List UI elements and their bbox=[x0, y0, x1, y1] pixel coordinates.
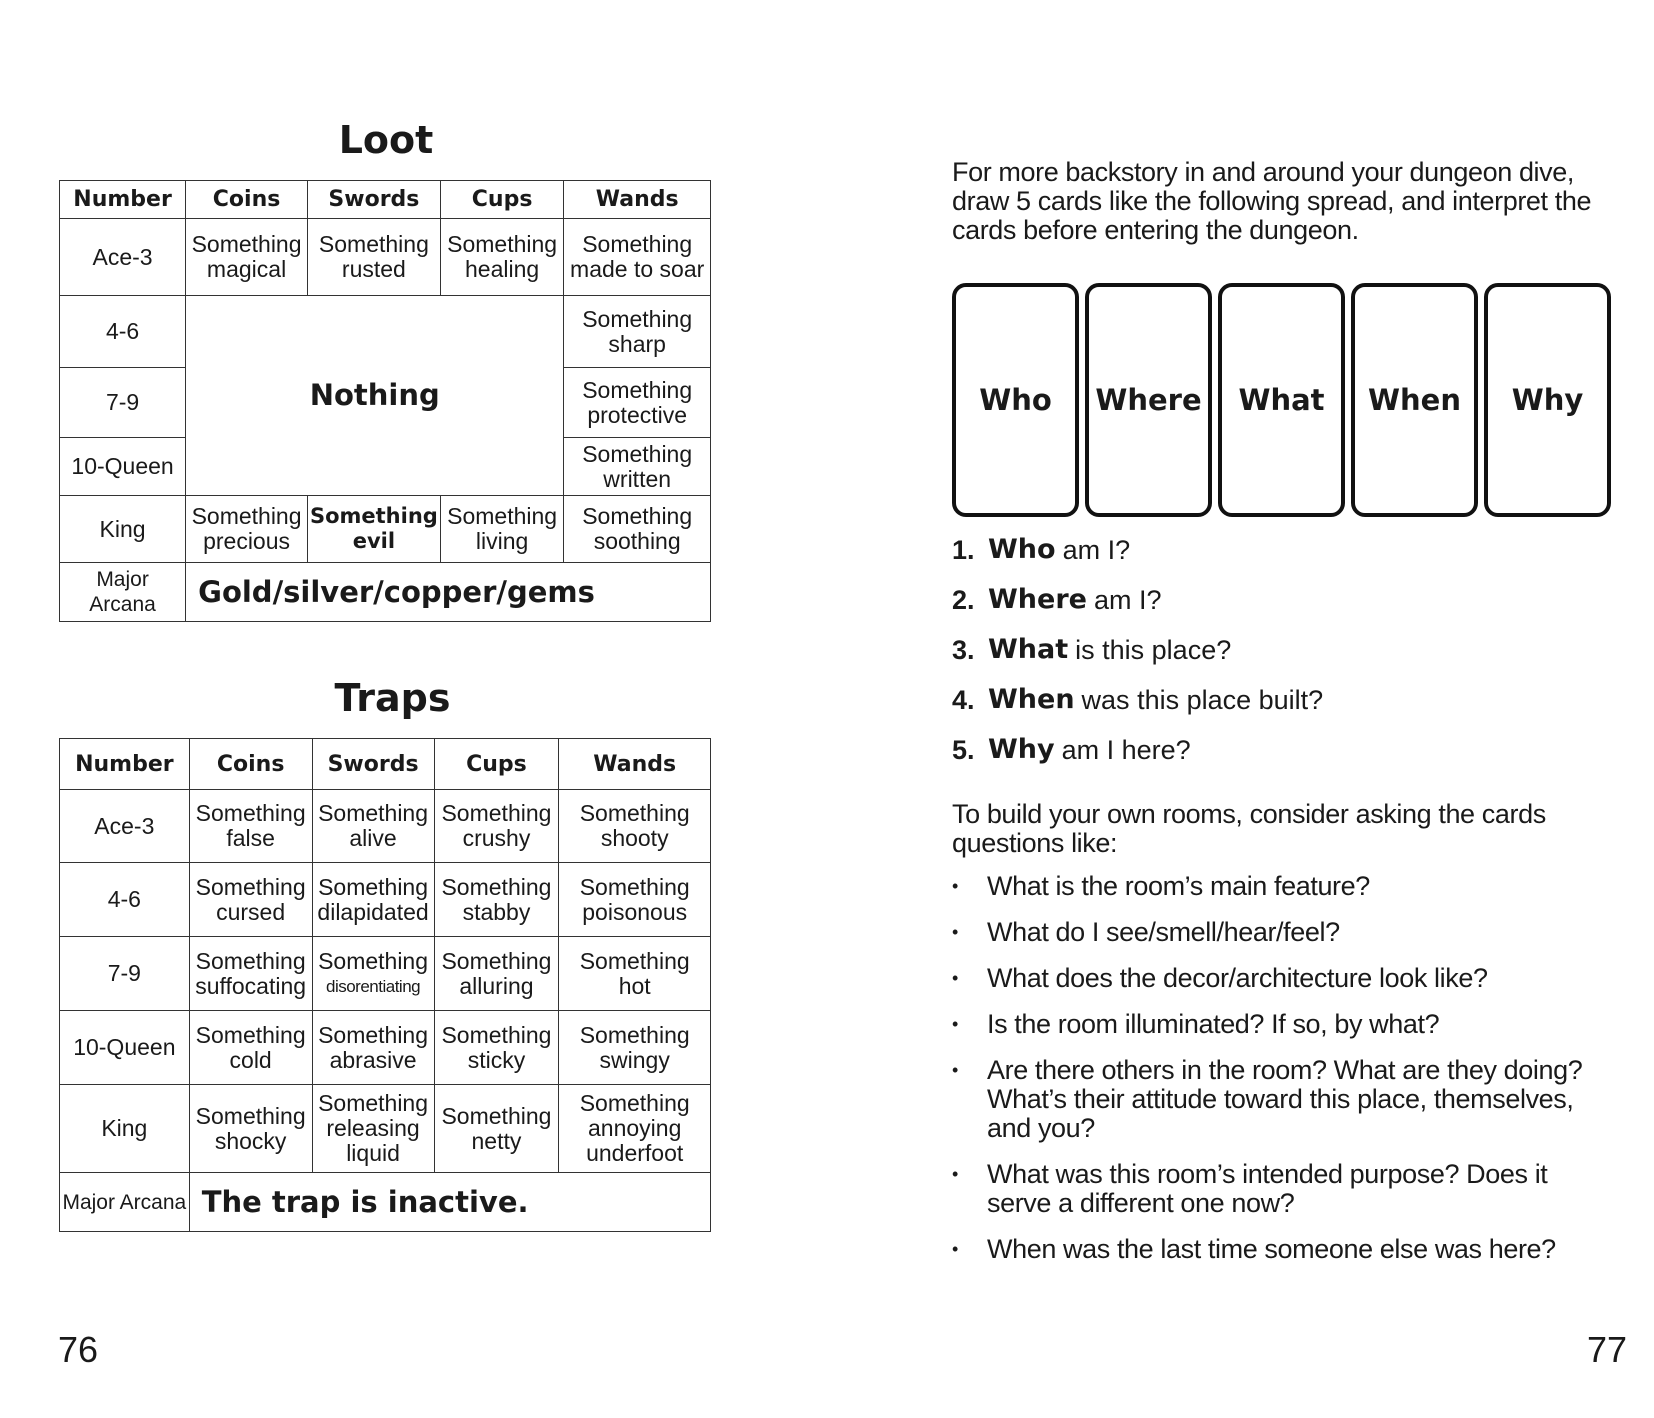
list-number: 4. bbox=[952, 685, 975, 715]
column-header: Cups bbox=[440, 181, 564, 219]
question-keyword: Who bbox=[988, 534, 1056, 565]
table-cell: Something soothing bbox=[564, 496, 711, 563]
table-cell: Something precious bbox=[186, 496, 308, 563]
table-cell: Something healing bbox=[440, 219, 564, 296]
bullet-icon: • bbox=[952, 1239, 958, 1259]
row-label: Ace-3 bbox=[60, 219, 186, 296]
table-row bbox=[60, 1173, 711, 1232]
column-header: Number bbox=[60, 181, 186, 219]
bullet-text: Are there others in the room? What are they doing? What’s their attitude toward this place, themselves, and you? bbox=[987, 1055, 1583, 1143]
list-number: 3. bbox=[952, 635, 975, 665]
bullet-icon: • bbox=[952, 1060, 958, 1080]
table-cell: Something written bbox=[564, 438, 711, 496]
list-item bbox=[952, 733, 1592, 783]
question-text: am I here? bbox=[1061, 735, 1191, 765]
bullet-icon: • bbox=[952, 1014, 958, 1034]
table-row bbox=[60, 937, 711, 1011]
table-cell: Something living bbox=[440, 496, 564, 563]
question-keyword: Why bbox=[988, 734, 1055, 765]
list-item bbox=[952, 1160, 1612, 1218]
column-header: Cups bbox=[434, 739, 559, 790]
card-why: Why bbox=[1484, 283, 1611, 517]
bullet-icon: • bbox=[952, 968, 958, 988]
table-cell: Something hot bbox=[559, 937, 711, 1011]
card-when: When bbox=[1351, 283, 1478, 517]
list-item bbox=[952, 1010, 1612, 1039]
bullet-text: What was this room’s intended purpose? Does it serve a different one now? bbox=[987, 1159, 1548, 1218]
row-label: 7-9 bbox=[60, 368, 186, 438]
list-item bbox=[952, 964, 1612, 993]
column-header: Coins bbox=[189, 739, 312, 790]
question-keyword: When bbox=[988, 684, 1075, 715]
list-item bbox=[952, 633, 1592, 683]
bullet-text: When was the last time someone else was here? bbox=[987, 1234, 1556, 1264]
table-cell: Something alluring bbox=[434, 937, 559, 1011]
bullet-text: What do I see/smell/hear/feel? bbox=[987, 917, 1340, 947]
card-what: What bbox=[1218, 283, 1345, 517]
row-label: 10-Queen bbox=[60, 438, 186, 496]
table-cell: Something alive bbox=[312, 790, 434, 863]
table-cell: Something cold bbox=[189, 1011, 312, 1085]
row-label: Major Arcana bbox=[60, 563, 186, 622]
row-label: King bbox=[60, 496, 186, 563]
nothing-cell: Nothing bbox=[186, 296, 564, 496]
table-cell: Something cursed bbox=[189, 863, 312, 937]
column-header: Coins bbox=[186, 181, 308, 219]
column-header: Wands bbox=[559, 739, 711, 790]
column-header: Swords bbox=[312, 739, 434, 790]
table-cell: Something poisonous bbox=[559, 863, 711, 937]
loot-title: Loot bbox=[338, 118, 434, 162]
column-header: Number bbox=[60, 739, 190, 790]
bullet-text: What is the room’s main feature? bbox=[987, 871, 1370, 901]
row-label: 4-6 bbox=[60, 863, 190, 937]
page-number: 76 bbox=[58, 1329, 99, 1370]
column-header: Wands bbox=[564, 181, 711, 219]
table-row bbox=[60, 219, 711, 296]
card-where: Where bbox=[1085, 283, 1212, 517]
row-label: 10-Queen bbox=[60, 1011, 190, 1085]
row-label: Major Arcana bbox=[60, 1173, 190, 1232]
table-row bbox=[60, 1011, 711, 1085]
list-item bbox=[952, 1056, 1612, 1143]
question-keyword: What bbox=[988, 634, 1069, 665]
table-cell: Something annoying underfoot bbox=[559, 1085, 711, 1173]
table-cell: Something evil bbox=[307, 496, 440, 563]
major-arcana-cell: Gold/silver/copper/gems bbox=[186, 563, 711, 622]
table-row bbox=[60, 496, 711, 563]
table-cell: Something made to soar bbox=[564, 219, 711, 296]
intro-paragraph: For more backstory in and around your dungeon dive, draw 5 cards like the following spread, and interpret the cards before entering the dungeon. bbox=[952, 157, 1592, 245]
question-text: is this place? bbox=[1075, 635, 1232, 665]
bullet-icon: • bbox=[952, 922, 958, 942]
list-item bbox=[952, 683, 1592, 733]
rooms-intro-paragraph: To build your own rooms, consider asking the cards questions like: bbox=[952, 799, 1546, 858]
major-arcana-cell: The trap is inactive. bbox=[189, 1173, 710, 1232]
table-cell: Something magical bbox=[186, 219, 308, 296]
list-item bbox=[952, 872, 1612, 901]
traps-title: Traps bbox=[334, 676, 451, 720]
table-cell: Something rusted bbox=[307, 219, 440, 296]
card-spread bbox=[952, 283, 1604, 513]
table-cell: Something stabby bbox=[434, 863, 559, 937]
table-row bbox=[60, 863, 711, 937]
table-cell: Something disorentiating bbox=[312, 937, 434, 1011]
right-page bbox=[827, 0, 1654, 1418]
table-cell: Something releasing liquid bbox=[312, 1085, 434, 1173]
question-text: am I? bbox=[1062, 535, 1131, 565]
row-label: 7-9 bbox=[60, 937, 190, 1011]
table-cell: Something suffocating bbox=[189, 937, 312, 1011]
table-cell: Something dilapidated bbox=[312, 863, 434, 937]
question-text: was this place built? bbox=[1081, 685, 1324, 715]
table-cell: Something swingy bbox=[559, 1011, 711, 1085]
table-cell: Something crushy bbox=[434, 790, 559, 863]
bullet-text: What does the decor/architecture look like? bbox=[987, 963, 1488, 993]
question-text: am I? bbox=[1093, 585, 1162, 615]
loot-table bbox=[59, 180, 711, 622]
bullet-list bbox=[952, 872, 1612, 1281]
table-row bbox=[60, 563, 711, 622]
list-item bbox=[952, 533, 1592, 583]
table-cell: Something false bbox=[189, 790, 312, 863]
table-row bbox=[60, 296, 711, 368]
column-header: Swords bbox=[307, 181, 440, 219]
table-cell: Something protective bbox=[564, 368, 711, 438]
list-number: 2. bbox=[952, 585, 975, 615]
traps-header-row bbox=[60, 739, 711, 790]
question-keyword: Where bbox=[988, 584, 1087, 615]
list-item bbox=[952, 918, 1612, 947]
table-cell: Something netty bbox=[434, 1085, 559, 1173]
row-label: 4-6 bbox=[60, 296, 186, 368]
bullet-icon: • bbox=[952, 876, 958, 896]
table-cell: Something sharp bbox=[564, 296, 711, 368]
bullet-icon: • bbox=[952, 1164, 958, 1184]
list-item bbox=[952, 1235, 1612, 1264]
table-cell: Something shocky bbox=[189, 1085, 312, 1173]
bullet-text: Is the room illuminated? If so, by what? bbox=[987, 1009, 1440, 1039]
page-number: 77 bbox=[1586, 1329, 1627, 1370]
table-row bbox=[60, 1085, 711, 1173]
question-list bbox=[952, 533, 1592, 783]
traps-table bbox=[59, 738, 711, 1232]
card-who: Who bbox=[952, 283, 1079, 517]
list-number: 1. bbox=[952, 535, 975, 565]
list-number: 5. bbox=[952, 735, 975, 765]
table-cell: Something shooty bbox=[559, 790, 711, 863]
row-label: Ace-3 bbox=[60, 790, 190, 863]
table-cell: Something abrasive bbox=[312, 1011, 434, 1085]
table-row bbox=[60, 790, 711, 863]
list-item bbox=[952, 583, 1592, 633]
loot-header-row bbox=[60, 181, 711, 219]
table-cell: Something sticky bbox=[434, 1011, 559, 1085]
row-label: King bbox=[60, 1085, 190, 1173]
